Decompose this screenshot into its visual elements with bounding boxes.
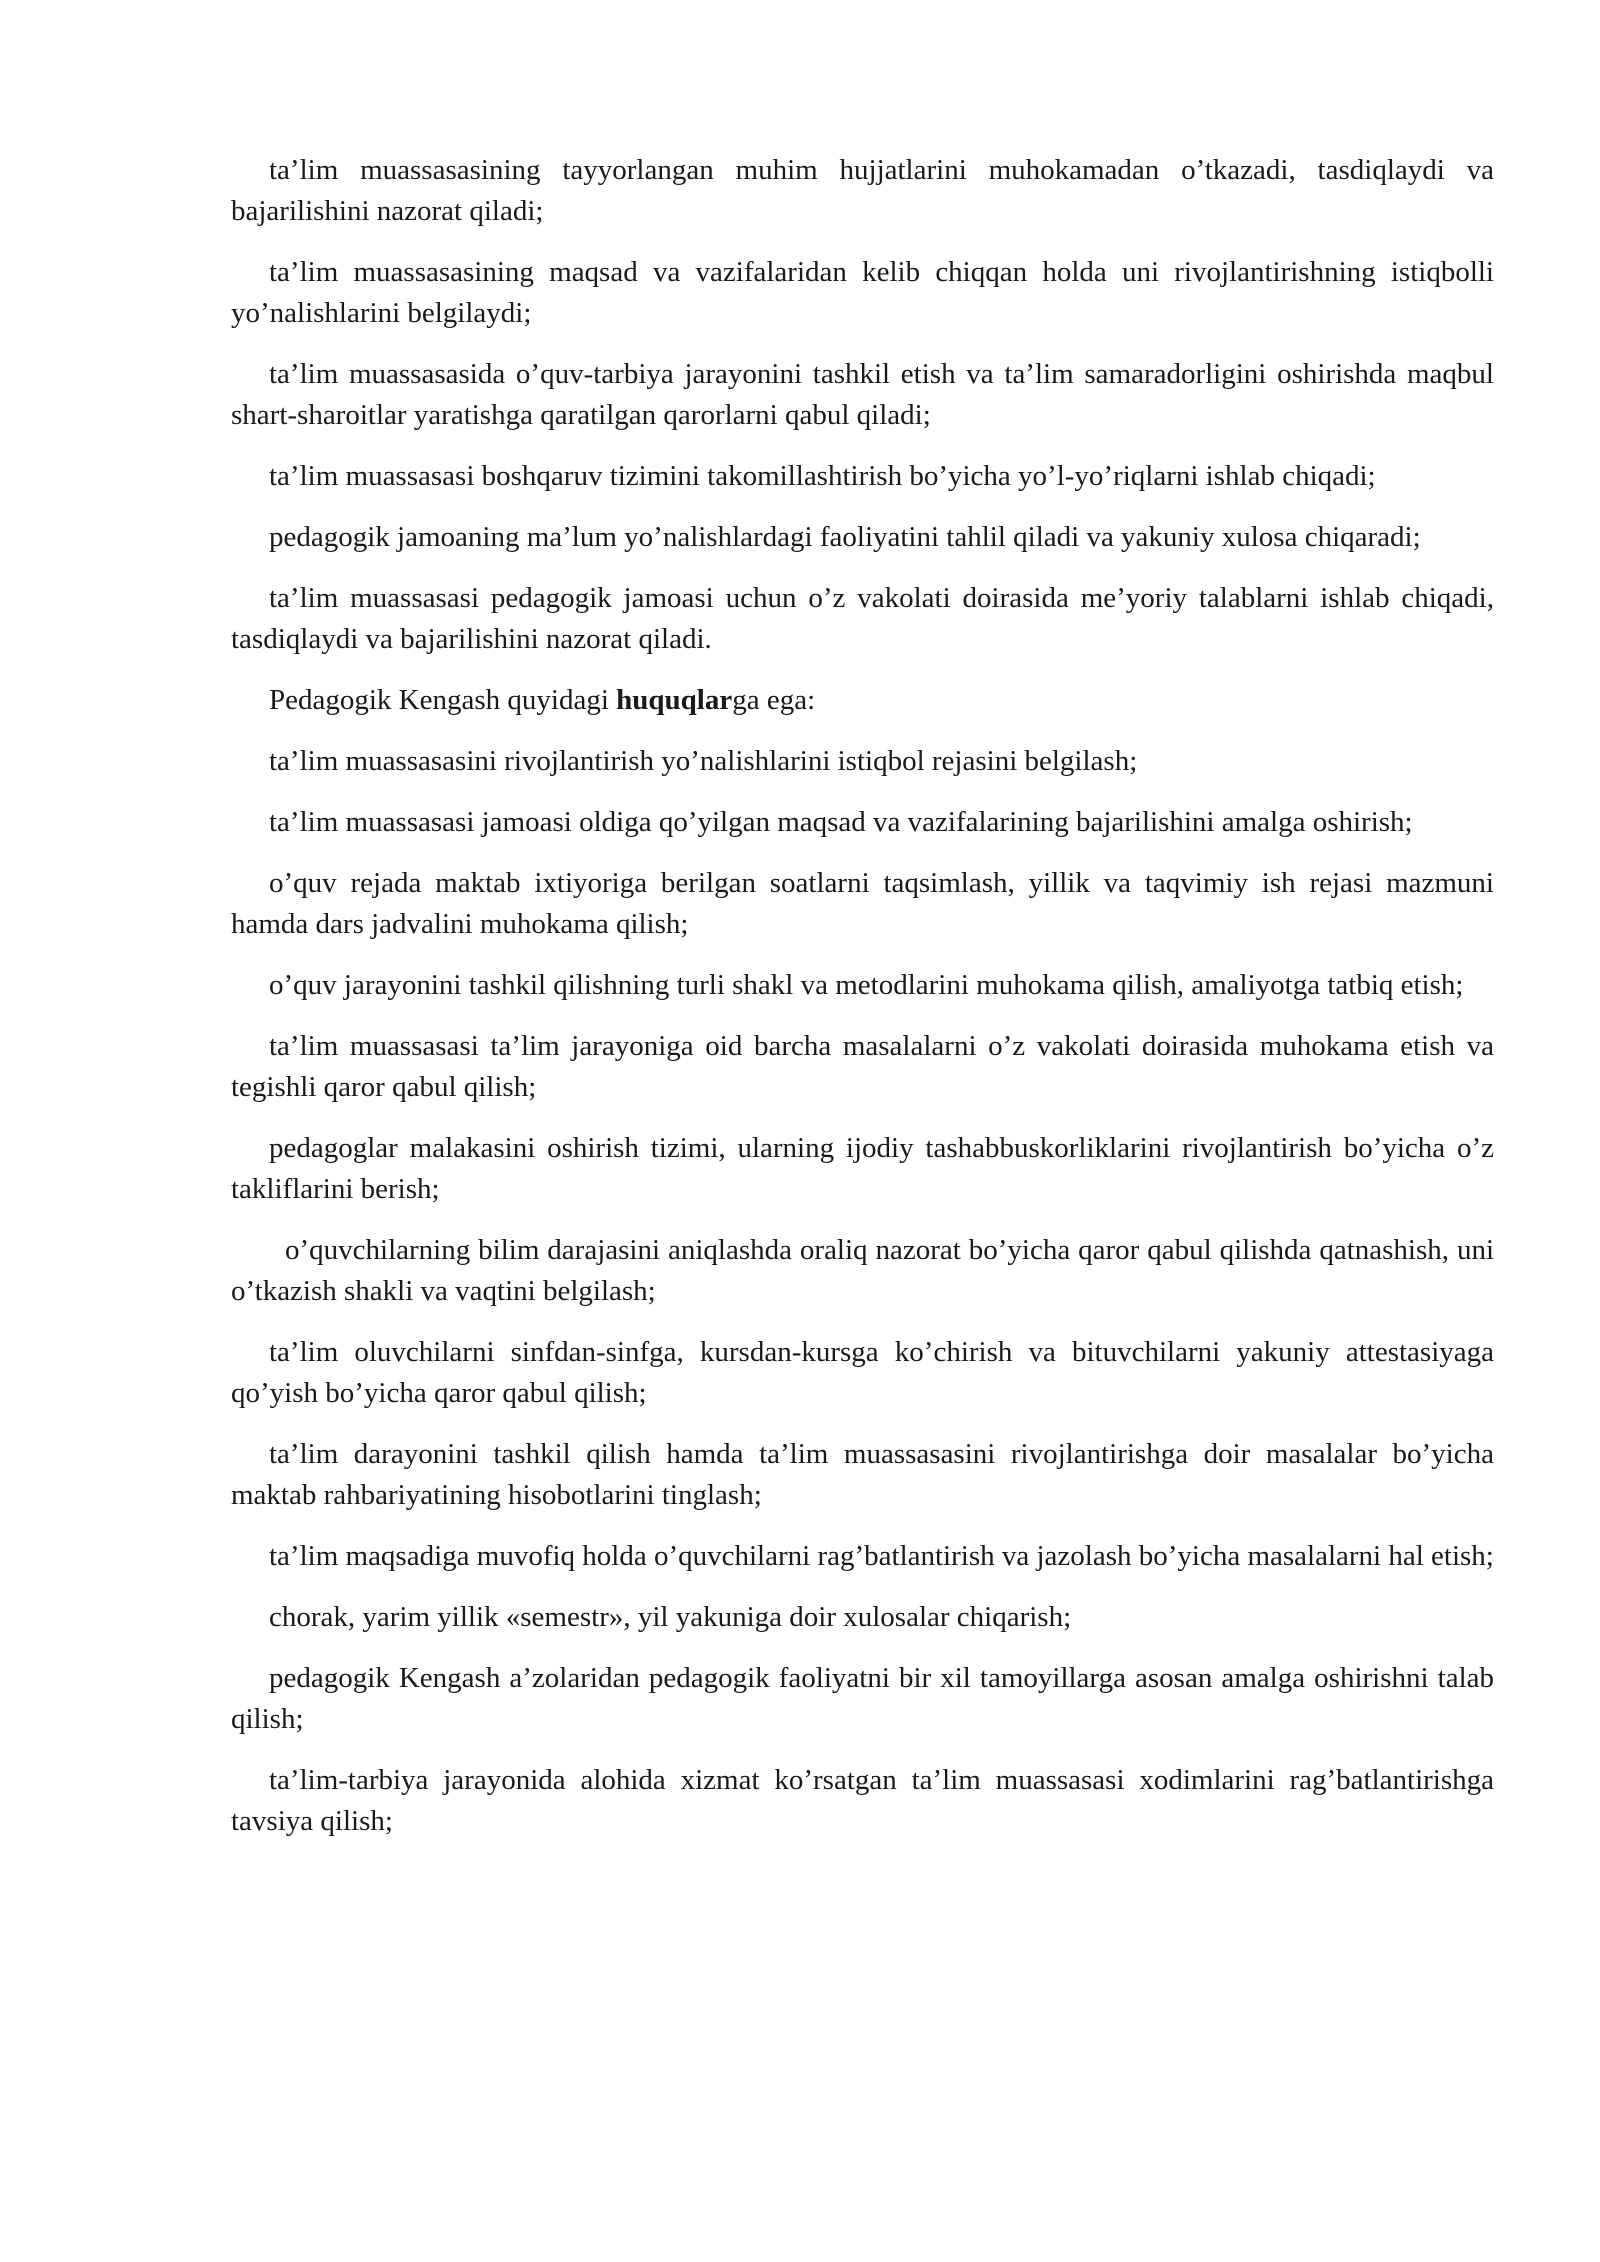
paragraph: ta’lim muassasasi boshqaruv tizimini takomillashtirish bo’yicha yo’l-yo’riqlarni ishlab chiqadi; xyxy=(269,460,1376,492)
rights-item: ta’lim darayonini tashkil qilish hamda ta’lim muassasasini rivojlantirishga doir masalalar bo’yicha maktab rahbariyatining hisobotlarini tinglash; xyxy=(231,1438,1494,1511)
rights-item: ta’lim muassasasini rivojlantirish yo’nalishlarini istiqbol rejasini belgilash; xyxy=(269,745,1138,777)
paragraph: ta’lim muassasasining maqsad va vazifalaridan kelib chiqqan holda uni rivojlantirishning istiqbolli yo’nalishlarini belgilaydi; xyxy=(231,256,1494,329)
rights-intro-paragraph xyxy=(231,680,1494,721)
rights-item: ta’lim maqsadiga muvofiq holda o’quvchilarni rag’batlantirish va jazolash bo’yicha masalalarni hal etish; xyxy=(269,1540,1494,1572)
rights-item: chorak, yarim yillik «semestr», yil yakuniga doir xulosalar chiqarish; xyxy=(269,1601,1072,1633)
paragraph: ta’lim muassasasining tayyorlangan muhim hujjatlarini muhokamadan o’tkazadi, tasdiqlaydi va bajarilishini nazorat qiladi; xyxy=(231,154,1494,227)
rights-item: pedagoglar malakasini oshirish tizimi, ularning ijodiy tashabbuskorliklarini rivojlantirish bo’yicha o’z takliflarini berish; xyxy=(231,1132,1494,1205)
rights-item: ta’lim oluvchilarni sinfdan-sinfga, kursdan-kursga ko’chirish va bituvchilarni yakuniy attestasiyaga qo’yish bo’yicha qaror qabul qilish; xyxy=(231,1336,1494,1409)
rights-item: pedagogik Kengash a’zolaridan pedagogik faoliyatni bir xil tamoyillarga asosan amalga oshirishni talab qilish; xyxy=(231,1662,1494,1735)
rights-item: ta’lim muassasasi ta’lim jarayoniga oid barcha masalalarni o’z vakolati doirasida muhokama etish va tegishli qaror qabul qilish; xyxy=(231,1030,1494,1103)
rights-item: ta’lim muassasasi jamoasi oldiga qo’yilgan maqsad va vazifalarining bajarilishini amalga oshirish; xyxy=(269,806,1413,838)
rights-intro-after: ga ega: xyxy=(732,684,816,716)
rights-intro-before: Pedagogik Kengash quyidagi xyxy=(269,684,617,716)
paragraph: pedagogik jamoaning ma’lum yo’nalishlardagi faoliyatini tahlil qiladi va yakuniy xulosa chiqaradi; xyxy=(269,521,1421,553)
rights-item: o’quv rejada maktab ixtiyoriga berilgan soatlarni taqsimlash, yillik va taqvimiy ish rejasi mazmuni hamda dars jadvalini muhokama qilish; xyxy=(231,867,1494,940)
document-page xyxy=(231,150,1494,1862)
rights-item: ta’lim-tarbiya jarayonida alohida xizmat ko’rsatgan ta’lim muassasasi xodimlarini rag’batlantirishga tavsiya qilish; xyxy=(231,1764,1494,1837)
paragraph: ta’lim muassasasida o’quv-tarbiya jarayonini tashkil etish va ta’lim samaradorligini oshirishda maqbul shart-sharoitlar yaratishga qaratilgan qarorlarni qabul qiladi; xyxy=(231,358,1494,431)
rights-item: o’quv jarayonini tashkil qilishning turli shakl va metodlarini muhokama qilish, amaliyotga tatbiq etish; xyxy=(269,969,1464,1001)
rights-item: o’quvchilarning bilim darajasini aniqlashda oraliq nazorat bo’yicha qaror qabul qilishda qatnashish, uni o’tkazish shakli va vaqtini belgilash; xyxy=(231,1234,1494,1307)
rights-intro-bold: huquqlar xyxy=(616,684,733,716)
paragraph: ta’lim muassasasi pedagogik jamoasi uchun o’z vakolati doirasida me’yoriy talablarni ishlab chiqadi, tasdiqlaydi va bajarilishini nazorat qiladi. xyxy=(231,582,1494,655)
